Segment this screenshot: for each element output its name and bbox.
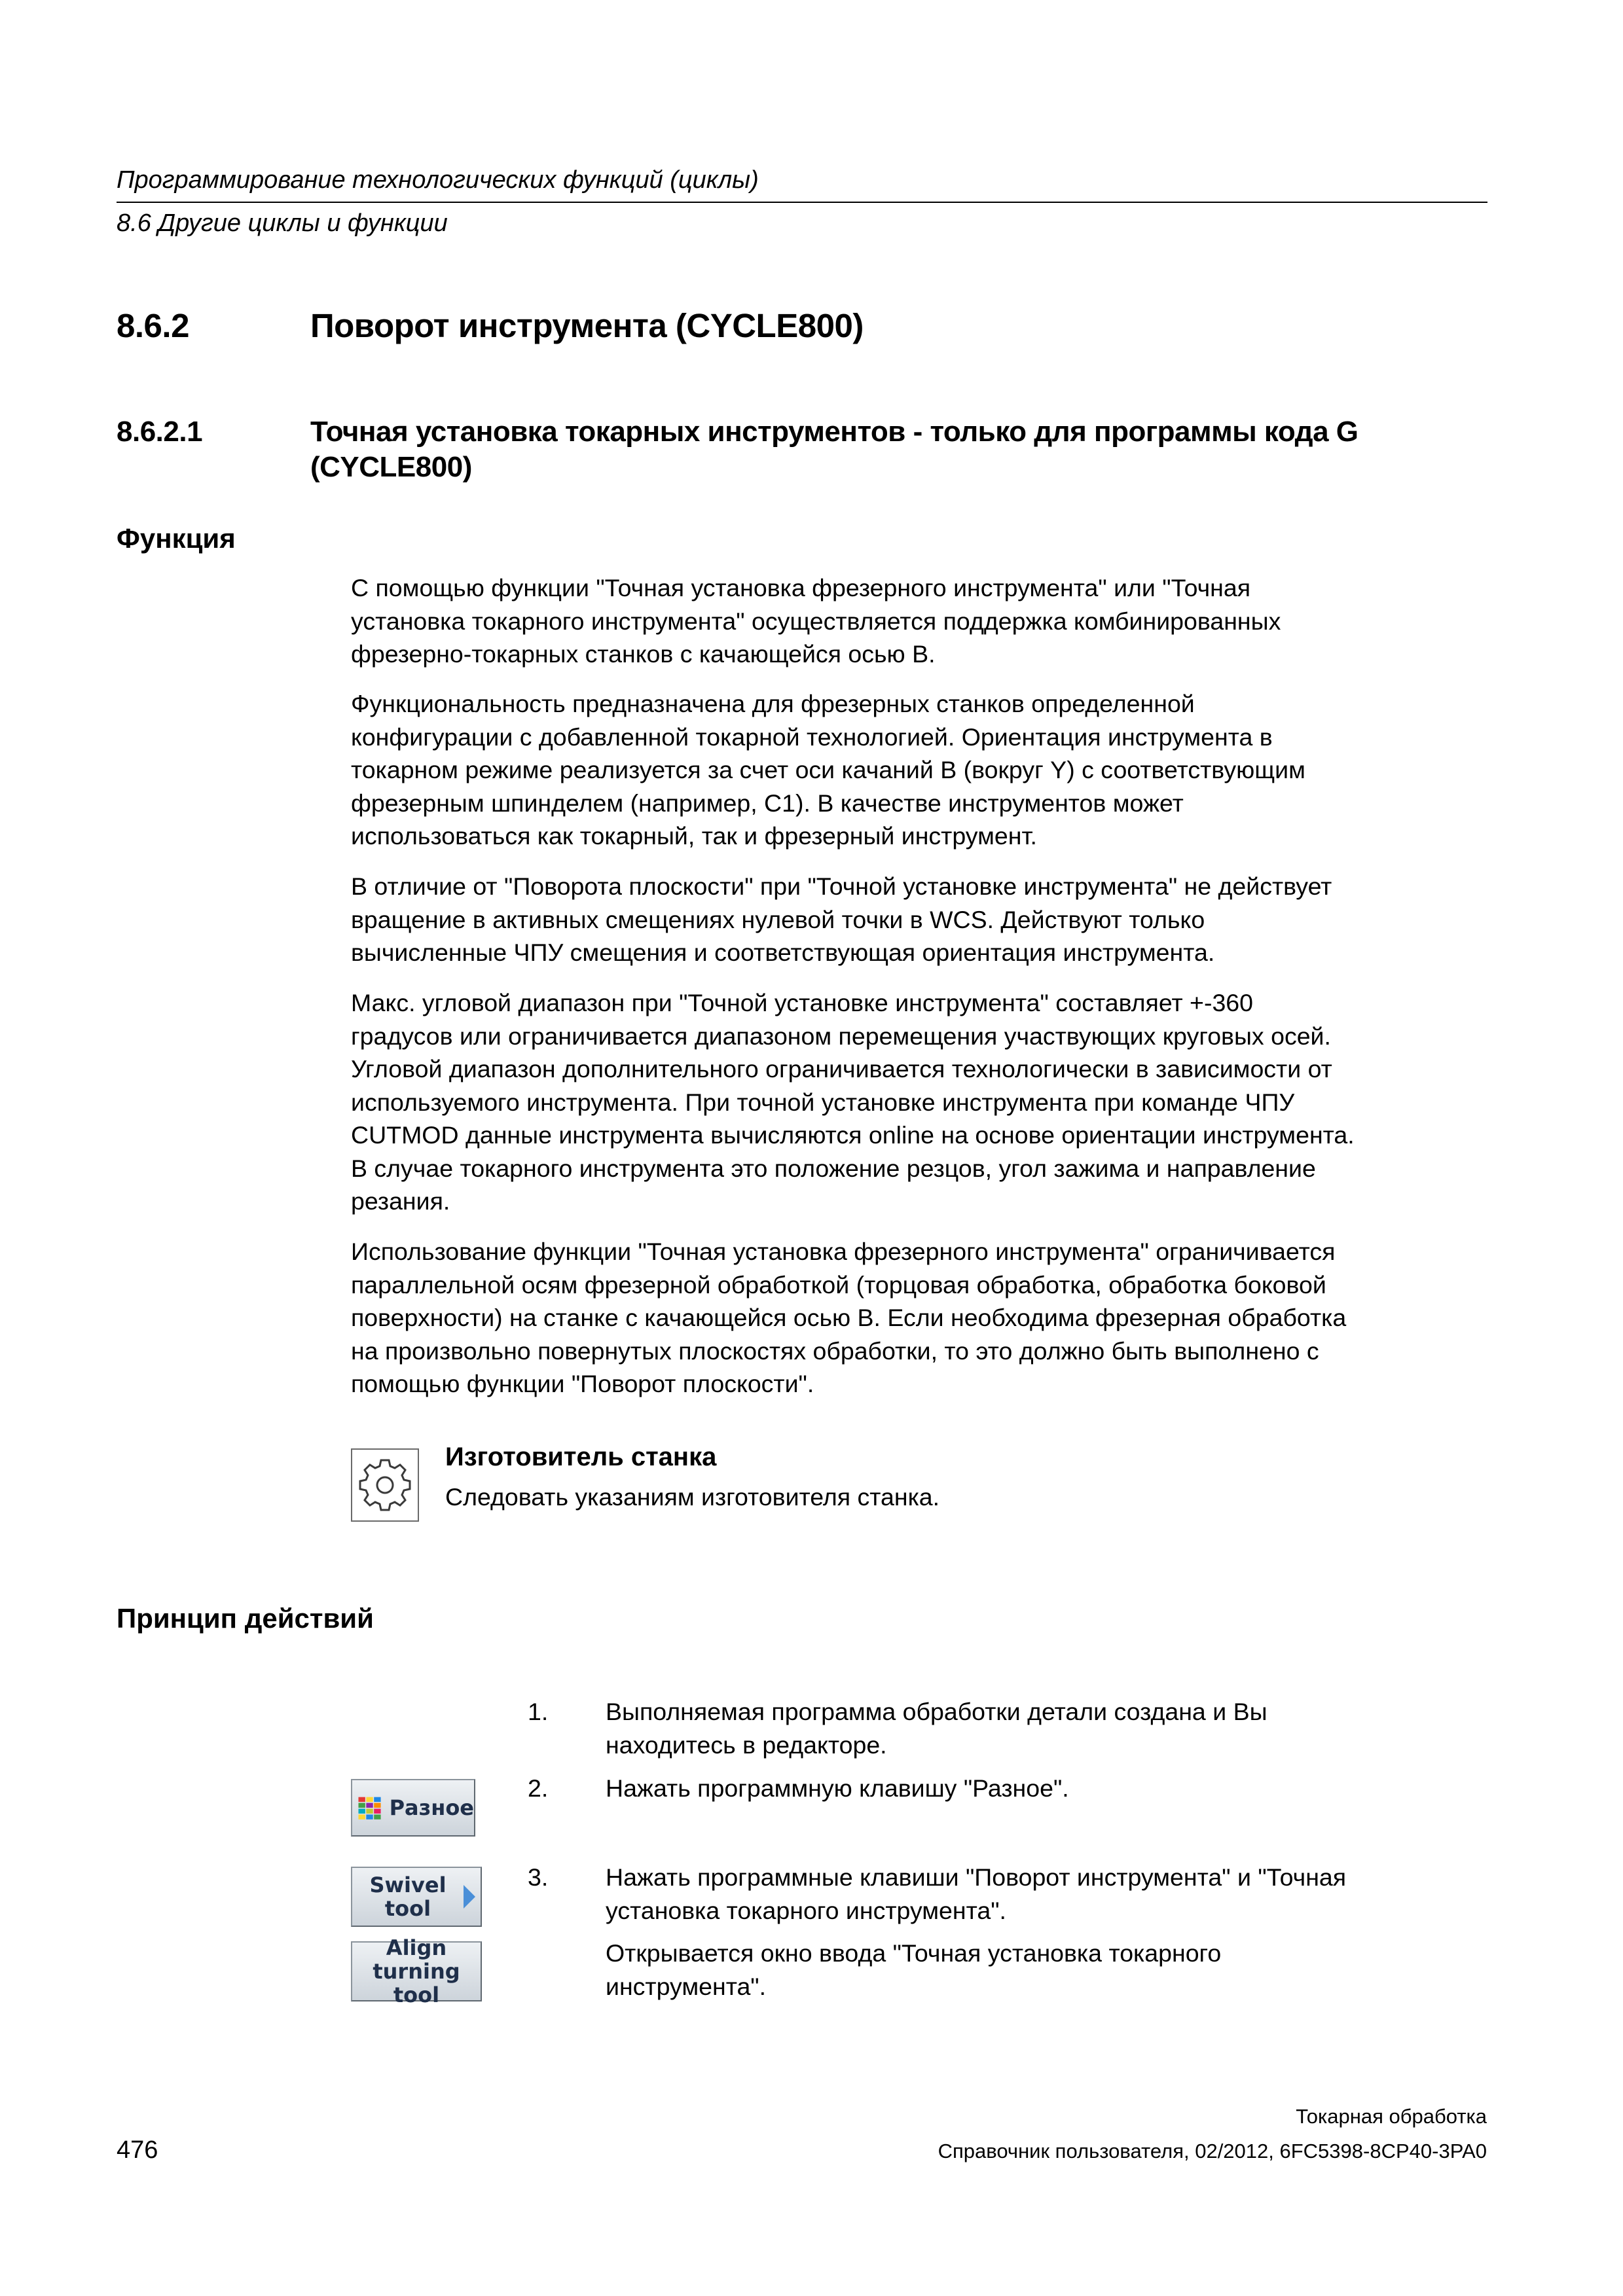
principle-heading: Принцип действий: [117, 1603, 374, 1634]
text-line: вычисленные ЧПУ смещения и соответствующая ориентация инструмента.: [351, 939, 1215, 966]
text-line: В случае токарного инструмента это положение резцов, угол зажима и направление: [351, 1154, 1316, 1182]
text-line: С помощью функции "Точная установка фрезерного инструмента" или "Точная: [351, 574, 1251, 601]
step-text-1: [606, 1695, 1496, 1761]
subsection-title-line1: Точная установка токарных инструментов - только для программы кода G: [310, 416, 1359, 448]
text-line: резания.: [351, 1187, 450, 1215]
color-grid-icon: [357, 1791, 383, 1825]
misc-softkey-label: Разное: [389, 1795, 474, 1820]
text-line: параллельной осям фрезерной обработкой (торцовая обработка, обработка боковой: [351, 1270, 1326, 1299]
page-number: 476: [117, 2136, 158, 2164]
paragraph-2: [351, 687, 1490, 853]
text-line: установка токарного инструмента" осуществляется поддержка комбинированных: [351, 607, 1281, 635]
subsection-title-line2: (CYCLE800): [310, 451, 472, 483]
machine-manufacturer-gear-icon: [351, 1448, 419, 1522]
swivel-tool-softkey-label: [369, 1873, 446, 1920]
text-line: находитесь в редакторе.: [606, 1731, 887, 1759]
text-line: фрезерно-токарных станков с качающейся осью B.: [351, 640, 936, 668]
text-line: вращение в активных смещениях нулевой точки в WCS. Действуют только: [351, 905, 1205, 933]
step-text-3: [606, 1861, 1496, 1927]
text-line: установка токарного инструмента".: [606, 1896, 1006, 1924]
header-rule: [117, 202, 1487, 203]
softkey-line: tool: [384, 1896, 431, 1921]
step-number-2: 2.: [528, 1774, 549, 1802]
text-line: Угловой диапазон дополнительного ограничивается технологически в зависимости от: [351, 1055, 1332, 1083]
arrow-right-icon: [462, 1884, 477, 1910]
text-line: на произвольно повернутых плоскостях обработки, то это должно быть выполнено с: [351, 1336, 1319, 1365]
note-title: Изготовитель станка: [445, 1443, 717, 1471]
text-line: Нажать программные клавиши "Поворот инструмента" и "Точная: [606, 1863, 1347, 1891]
softkey-line: Align: [386, 1935, 447, 1960]
section-number: 8.6.2: [117, 307, 189, 344]
softkey-line: Swivel: [369, 1873, 447, 1897]
paragraph-1: [351, 571, 1490, 671]
step-text-2: [606, 1772, 1496, 1805]
text-line: Функциональность предназначена для фрезерных станков определенной: [351, 690, 1195, 717]
text-line: Макс. угловой диапазон при "Точной установке инструмента" составляет +-360: [351, 989, 1254, 1016]
step-result: [606, 1937, 1496, 2003]
text-line: используемого инструмента. При точной установке инструмента при команде ЧПУ: [351, 1088, 1295, 1116]
running-header-chapter: Программирование технологических функций (циклы): [117, 166, 759, 194]
section-title: Поворот инструмента (CYCLE800): [310, 307, 864, 344]
footer-manual-info: Справочник пользователя, 02/2012, 6FC5398-8CP40-3PA0: [938, 2140, 1487, 2162]
note-text: Следовать указаниям изготовителя станка.: [445, 1483, 940, 1511]
align-turning-tool-softkey[interactable]: [351, 1935, 482, 2007]
text-line: CUTMOD данные инструмента вычисляются online на основе ориентации инструмента.: [351, 1121, 1355, 1149]
align-turning-tool-softkey-label: [352, 1936, 481, 2007]
text-line: конфигурации с добавленной токарной технологией. Ориентация инструмента в: [351, 723, 1273, 751]
text-line: использоваться как токарный, так и фрезерный инструмент.: [351, 822, 1037, 850]
function-heading: Функция: [117, 523, 236, 554]
running-header-section: 8.6 Другие циклы и функции: [117, 209, 448, 237]
text-line: В отличие от "Поворота плоскости" при "Точной установке инструмента" не действует: [351, 872, 1332, 900]
footer-book-title: Токарная обработка: [1296, 2105, 1487, 2128]
paragraph-4: [351, 986, 1490, 1218]
subsection-number: 8.6.2.1: [117, 416, 203, 448]
text-line: поверхности) на станке с качающейся осью B. Если необходима фрезерная обработка: [351, 1304, 1347, 1331]
text-line: Выполняемая программа обработки детали создана и Вы: [606, 1698, 1267, 1725]
swivel-tool-softkey[interactable]: [351, 1867, 482, 1927]
text-line: токарном режиме реализуется за счет оси качаний B (вокруг Y) с соответствующим: [351, 756, 1305, 783]
text-line: помощью функции "Поворот плоскости".: [351, 1370, 814, 1397]
softkey-line: turning tool: [373, 1959, 460, 2007]
text-line: Нажать программную клавишу "Разное".: [606, 1774, 1069, 1802]
step-number-1: 1.: [528, 1698, 549, 1725]
text-line: фрезерным шпинделем (например, C1). В качестве инструментов может: [351, 789, 1184, 817]
text-line: градусов или ограничивается диапазоном перемещения участвующих круговых осей.: [351, 1022, 1331, 1050]
misc-softkey[interactable]: [351, 1779, 475, 1837]
text-line: Использование функции "Точная установка фрезерного инструмента" ограничивается: [351, 1238, 1336, 1265]
paragraph-5: [351, 1235, 1490, 1401]
step-number-3: 3.: [528, 1863, 549, 1891]
text-line: инструмента".: [606, 1972, 767, 2000]
text-line: Открывается окно ввода "Точная установка токарного: [606, 1939, 1222, 1967]
paragraph-3: [351, 870, 1490, 969]
